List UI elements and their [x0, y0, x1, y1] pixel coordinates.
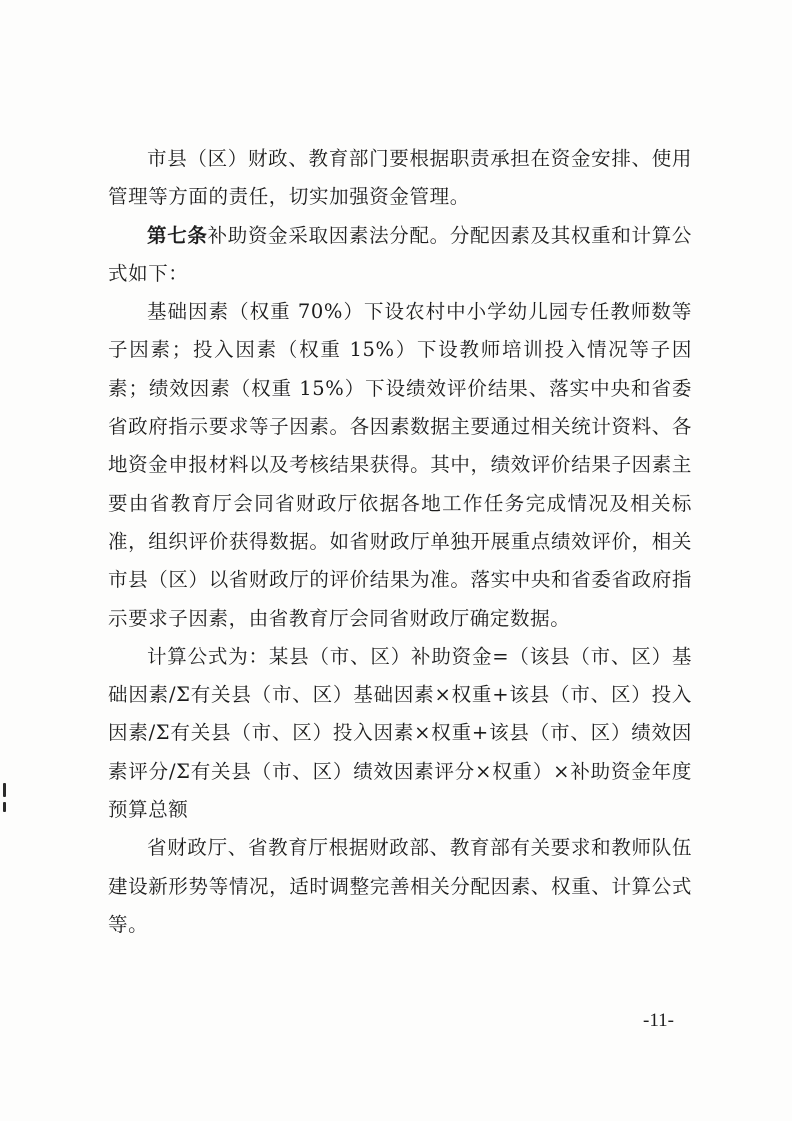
- binding-hole-mark: [3, 802, 6, 812]
- paragraph-text: 市县（区）财政、教育部门要根据职责承担在资金安排、使用管理等方面的责任，切实加强资金管理。: [108, 147, 692, 209]
- paragraph-article-7: [108, 217, 692, 294]
- paragraph-text: 计算公式为：某县（市、区）补助资金=（该县（市、区）基础因素/Σ有关县（市、区）基础因素×权重+该县（市、区）投入因素/Σ有关县（市、区）投入因素×权重+该县（市、区）绩效因素评分/Σ有关县（市、区）绩效因素评分×权重）×补助资金年度预算总额: [108, 644, 692, 822]
- paragraph-formula: [108, 638, 692, 829]
- paragraph-factors: [108, 293, 692, 638]
- paragraph-text: 省财政厅、省教育厅根据财政部、教育部有关要求和教师队伍建设新形势等情况，适时调整完善相关分配因素、权重、计算公式等。: [108, 836, 692, 936]
- body-text: [108, 140, 692, 944]
- paragraph-adjustment: [108, 829, 692, 944]
- paragraph-text: 基础因素（权重 70%）下设农村中小学幼儿园专任教师数等子因素；投入因素（权重 15%）下设教师培训投入情况等子因素；绩效因素（权重 15%）下设绩效评价结果、落实中央和省委省政府指示要求等子因素。各因素数据主要通过相关统计资料、各地资金申报材料以及考核结果获得。其中，绩效评价结果子因素主要由省教育厅会同省财政厅依据各地工作任务完成情况及相关标准，组织评价获得数据。如省财政厅单独开展重点绩效评价，相关市县（区）以省财政厅的评价结果为准。落实中央和省委省政府指示要求子因素，由省教育厅会同省财政厅确定数据。: [108, 300, 692, 630]
- page-number: -11-: [643, 1010, 674, 1031]
- binding-hole-mark: [3, 783, 6, 797]
- paragraph-text: 补助资金采取因素法分配。分配因素及其权重和计算公式如下：: [108, 223, 692, 285]
- article-number: 第七条: [147, 223, 208, 247]
- paragraph-responsibility: [108, 140, 692, 217]
